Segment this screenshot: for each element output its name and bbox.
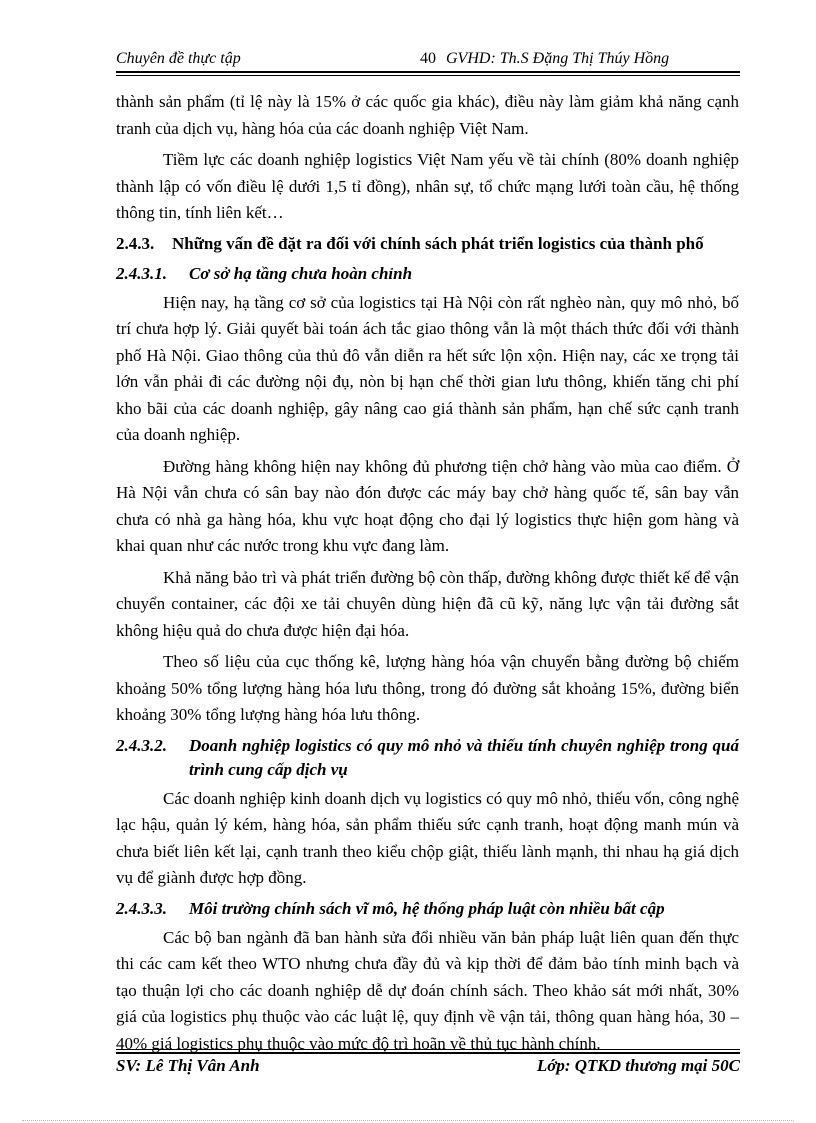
subsection-heading-2-4-3-1 xyxy=(116,262,739,286)
footer-rule xyxy=(116,1052,740,1054)
subsection-heading-2-4-3-3 xyxy=(116,897,739,921)
subsection-number: 2.4.3.1. xyxy=(116,263,167,283)
section-number: 2.4.3. xyxy=(116,233,155,253)
subsection-number: 2.4.3.2. xyxy=(116,735,167,755)
subsection-heading-2-4-3-2 xyxy=(116,734,739,782)
paragraph: Các bộ ban ngành đã ban hành sửa đổi nhiều văn bản pháp luật liên quan đến thực thi các cam kết theo WTO nhưng chưa đầy đủ và kịp thời để đảm bảo tính minh bạch và tạo thuận lợi cho các doanh nghiệp dễ dự đoán chính sách. Theo khảo sát mới nhất, 30% giá của logistics phụ thuộc vào các luật lệ, quy định về vận tải, thông quan hàng hóa, 30 – 40% giá logistics phụ thuộc vào mức độ trì hoãn về thủ tục hành chính. xyxy=(116,927,739,1053)
student-name: SV: Lê Thị Vân Anh xyxy=(116,1056,260,1075)
document-title: Chuyên đề thực tập xyxy=(116,50,241,67)
footer-rule-thin xyxy=(116,1049,740,1050)
paragraph: Tiềm lực các doanh nghiệp logistics Việt Nam yếu về tài chính (80% doanh nghiệp thành lập có vốn điều lệ dưới 1,5 tỉ đồng), nhân sự, tổ chức mạng lưới toàn cầu, hệ thống thông tin, tính liên kết… xyxy=(116,150,739,222)
section-heading-2-4-3 xyxy=(116,232,739,256)
page-header xyxy=(116,48,740,72)
section-title: Những vấn đề đặt ra đối với chính sách phát triển logistics của thành phố xyxy=(172,233,704,253)
page-body xyxy=(116,89,739,1062)
page-number: 40 xyxy=(420,50,436,67)
subsection-title: Cơ sở hạ tầng chưa hoàn chỉnh xyxy=(189,263,413,283)
paragraph: Theo số liệu của cục thống kê, lượng hàng hóa vận chuyển bằng đường bộ chiếm khoảng 50% tổng lượng hàng hóa lưu thông, trong đó đường sắt khoảng 15%, đường biển khoảng 30% tổng lượng hàng hóa lưu thông. xyxy=(116,652,739,724)
subsection-title: Doanh nghiệp logistics có quy mô nhỏ và thiếu tính chuyên nghiệp trong quá trình cung cấp dịch vụ xyxy=(189,735,739,779)
header-rule-thin xyxy=(116,75,740,76)
header-rule xyxy=(116,71,740,73)
paragraph: Hiện nay, hạ tầng cơ sở của logistics tại Hà Nội còn rất nghèo nàn, quy mô nhỏ, bố trí chưa hợp lý. Giải quyết bài toán ách tắc giao thông vẫn là một thách thức đối với thành phố Hà Nội. Giao thông của thủ đô vẫn diễn ra hết sức lộn xộn. Hiện nay, các xe trọng tải lớn vẫn phải đi các đường nội đụ, nòn bị hạn chế thời gian lưu thông, khiến tăng chi phí kho bãi của các doanh nghiệp, gây nâng cao giá thành sản phẩm, hạn chế sức cạnh tranh của doanh nghiệp. xyxy=(116,292,739,444)
paragraph: Đường hàng không hiện nay không đủ phương tiện chở hàng vào mùa cao điểm. Ở Hà Nội vẫn chưa có sân bay nào đón được các máy bay chở hàng quốc tế, sân bay vẫn chưa có nhà ga hàng hóa, khu vực hoạt động cho đại lý logistics thực hiện gom hàng và khai quan như các nước trong khu vực đang làm. xyxy=(116,456,739,555)
paragraph: Các doanh nghiệp kinh doanh dịch vụ logistics có quy mô nhỏ, thiếu vốn, công nghệ lạc hậu, quản lý kém, hàng hóa, sản phẩm thiếu sức cạnh tranh, hoạt động manh mún và chưa biết liên kết lại, cạnh tranh theo kiểu chộp giật, thiếu lành mạnh, thi nhau hạ giá dịch vụ để giành được hợp đồng. xyxy=(116,788,739,887)
subsection-title: Môi trường chính sách vĩ mô, hệ thống pháp luật còn nhiều bất cập xyxy=(189,898,665,918)
supervisor-label: GVHD: Th.S Đặng Thị Thúy Hồng xyxy=(446,50,670,67)
subsection-number: 2.4.3.3. xyxy=(116,898,167,918)
page-edge-divider xyxy=(22,1120,794,1121)
paragraph: thành sản phẩm (tỉ lệ này là 15% ở các quốc gia khác), điều này làm giảm khả năng cạnh tranh của dịch vụ, hàng hóa của các doanh nghiệp Việt Nam. xyxy=(116,92,739,138)
paragraph: Khả năng bảo trì và phát triển đường bộ còn thấp, đường không được thiết kế để vận chuyển container, các đội xe tải chuyên dùng hiện đã cũ kỹ, năng lực vận tải đường sắt không hiệu quả do chưa được hiện đại hóa. xyxy=(116,567,739,640)
class-name: Lớp: QTKD thương mại 50C xyxy=(536,1056,740,1075)
